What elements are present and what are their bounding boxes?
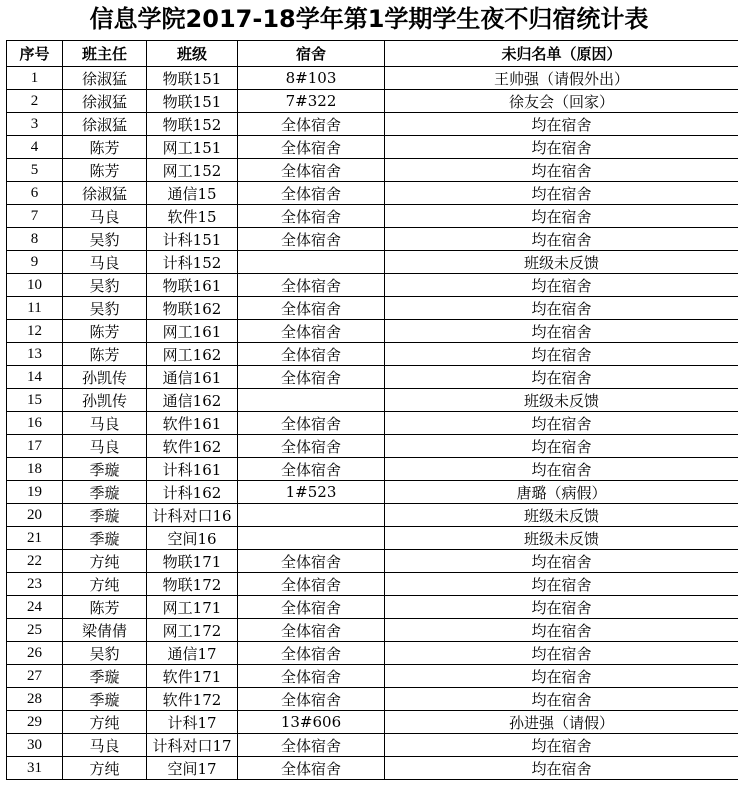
table-row bbox=[7, 757, 738, 780]
cell-teacher: 吴豹 bbox=[63, 228, 147, 251]
table-row bbox=[7, 619, 738, 642]
cell-index: 8 bbox=[7, 228, 63, 251]
cell-absent-list: 均在宿舍 bbox=[385, 734, 738, 757]
cell-class: 物联161 bbox=[147, 274, 238, 297]
cell-teacher: 方纯 bbox=[63, 550, 147, 573]
cell-absent-list: 班级未反馈 bbox=[385, 389, 738, 412]
cell-class: 软件171 bbox=[147, 665, 238, 688]
cell-teacher: 吴豹 bbox=[63, 297, 147, 320]
cell-class: 网工161 bbox=[147, 320, 238, 343]
cell-index: 20 bbox=[7, 504, 63, 527]
cell-teacher: 方纯 bbox=[63, 573, 147, 596]
cell-index: 22 bbox=[7, 550, 63, 573]
cell-dorm: 全体宿舍 bbox=[238, 734, 385, 757]
table-row bbox=[7, 297, 738, 320]
cell-class: 物联151 bbox=[147, 90, 238, 113]
cell-absent-list: 均在宿舍 bbox=[385, 205, 738, 228]
header-absent-list: 未归名单（原因） bbox=[385, 41, 738, 67]
cell-class: 物联152 bbox=[147, 113, 238, 136]
table-row bbox=[7, 596, 738, 619]
cell-index: 11 bbox=[7, 297, 63, 320]
table-row bbox=[7, 435, 738, 458]
cell-index: 13 bbox=[7, 343, 63, 366]
cell-absent-list: 均在宿舍 bbox=[385, 366, 738, 389]
cell-teacher: 马良 bbox=[63, 412, 147, 435]
cell-teacher: 吴豹 bbox=[63, 642, 147, 665]
cell-absent-list: 均在宿舍 bbox=[385, 274, 738, 297]
cell-index: 28 bbox=[7, 688, 63, 711]
cell-dorm: 全体宿舍 bbox=[238, 343, 385, 366]
cell-absent-list: 均在宿舍 bbox=[385, 619, 738, 642]
table-row bbox=[7, 389, 738, 412]
cell-index: 15 bbox=[7, 389, 63, 412]
table-row bbox=[7, 159, 738, 182]
table-row bbox=[7, 711, 738, 734]
cell-absent-list: 均在宿舍 bbox=[385, 665, 738, 688]
cell-teacher: 季璇 bbox=[63, 665, 147, 688]
cell-absent-list: 班级未反馈 bbox=[385, 504, 738, 527]
cell-dorm: 全体宿舍 bbox=[238, 757, 385, 780]
cell-index: 5 bbox=[7, 159, 63, 182]
cell-class: 通信162 bbox=[147, 389, 238, 412]
cell-dorm: 7#322 bbox=[238, 90, 385, 113]
cell-index: 26 bbox=[7, 642, 63, 665]
cell-class: 软件162 bbox=[147, 435, 238, 458]
cell-index: 14 bbox=[7, 366, 63, 389]
cell-dorm: 全体宿舍 bbox=[238, 435, 385, 458]
cell-class: 空间17 bbox=[147, 757, 238, 780]
cell-index: 21 bbox=[7, 527, 63, 550]
cell-dorm: 全体宿舍 bbox=[238, 136, 385, 159]
cell-teacher: 陈芳 bbox=[63, 159, 147, 182]
cell-class: 物联162 bbox=[147, 297, 238, 320]
cell-dorm: 全体宿舍 bbox=[238, 159, 385, 182]
cell-index: 16 bbox=[7, 412, 63, 435]
cell-index: 1 bbox=[7, 67, 63, 90]
cell-class: 计科17 bbox=[147, 711, 238, 734]
cell-index: 29 bbox=[7, 711, 63, 734]
table-row bbox=[7, 251, 738, 274]
header-class: 班级 bbox=[147, 41, 238, 67]
table-row bbox=[7, 228, 738, 251]
cell-class: 网工152 bbox=[147, 159, 238, 182]
cell-absent-list: 均在宿舍 bbox=[385, 113, 738, 136]
cell-dorm: 全体宿舍 bbox=[238, 642, 385, 665]
cell-index: 10 bbox=[7, 274, 63, 297]
cell-teacher: 徐淑猛 bbox=[63, 113, 147, 136]
table-row bbox=[7, 642, 738, 665]
table-row bbox=[7, 320, 738, 343]
cell-dorm: 全体宿舍 bbox=[238, 113, 385, 136]
cell-dorm: 全体宿舍 bbox=[238, 366, 385, 389]
cell-teacher: 马良 bbox=[63, 435, 147, 458]
cell-dorm: 全体宿舍 bbox=[238, 573, 385, 596]
cell-class: 通信15 bbox=[147, 182, 238, 205]
cell-dorm: 全体宿舍 bbox=[238, 205, 385, 228]
cell-class: 物联151 bbox=[147, 67, 238, 90]
cell-teacher: 季璇 bbox=[63, 688, 147, 711]
cell-dorm: 8#103 bbox=[238, 67, 385, 90]
cell-absent-list: 均在宿舍 bbox=[385, 343, 738, 366]
table-row bbox=[7, 113, 738, 136]
cell-index: 19 bbox=[7, 481, 63, 504]
cell-absent-list: 孙进强（请假） bbox=[385, 711, 738, 734]
cell-class: 通信161 bbox=[147, 366, 238, 389]
table-row bbox=[7, 136, 738, 159]
cell-teacher: 马良 bbox=[63, 205, 147, 228]
cell-absent-list: 均在宿舍 bbox=[385, 182, 738, 205]
cell-index: 6 bbox=[7, 182, 63, 205]
cell-absent-list: 均在宿舍 bbox=[385, 435, 738, 458]
cell-absent-list: 均在宿舍 bbox=[385, 550, 738, 573]
cell-dorm: 全体宿舍 bbox=[238, 412, 385, 435]
cell-class: 网工172 bbox=[147, 619, 238, 642]
cell-dorm bbox=[238, 389, 385, 412]
table-row bbox=[7, 343, 738, 366]
cell-teacher: 季璇 bbox=[63, 481, 147, 504]
table-row bbox=[7, 458, 738, 481]
cell-class: 计科对口16 bbox=[147, 504, 238, 527]
table-row bbox=[7, 734, 738, 757]
cell-dorm: 全体宿舍 bbox=[238, 619, 385, 642]
cell-class: 软件15 bbox=[147, 205, 238, 228]
cell-teacher: 季璇 bbox=[63, 527, 147, 550]
cell-class: 网工162 bbox=[147, 343, 238, 366]
cell-dorm bbox=[238, 527, 385, 550]
cell-teacher: 方纯 bbox=[63, 757, 147, 780]
table-row bbox=[7, 182, 738, 205]
table-row bbox=[7, 67, 738, 90]
cell-teacher: 陈芳 bbox=[63, 136, 147, 159]
cell-dorm: 全体宿舍 bbox=[238, 665, 385, 688]
cell-teacher: 徐淑猛 bbox=[63, 67, 147, 90]
cell-absent-list: 均在宿舍 bbox=[385, 596, 738, 619]
stats-table bbox=[6, 40, 738, 780]
cell-index: 27 bbox=[7, 665, 63, 688]
cell-teacher: 吴豹 bbox=[63, 274, 147, 297]
cell-dorm bbox=[238, 504, 385, 527]
cell-index: 17 bbox=[7, 435, 63, 458]
table-row bbox=[7, 481, 738, 504]
cell-teacher: 孙凯传 bbox=[63, 389, 147, 412]
table-body bbox=[7, 67, 738, 780]
cell-index: 18 bbox=[7, 458, 63, 481]
cell-teacher: 方纯 bbox=[63, 711, 147, 734]
cell-absent-list: 均在宿舍 bbox=[385, 320, 738, 343]
cell-teacher: 孙凯传 bbox=[63, 366, 147, 389]
cell-absent-list: 均在宿舍 bbox=[385, 159, 738, 182]
cell-absent-list: 徐友会（回家） bbox=[385, 90, 738, 113]
header-row bbox=[7, 41, 738, 67]
cell-teacher: 马良 bbox=[63, 734, 147, 757]
cell-class: 计科对口17 bbox=[147, 734, 238, 757]
cell-dorm: 全体宿舍 bbox=[238, 458, 385, 481]
cell-index: 31 bbox=[7, 757, 63, 780]
cell-teacher: 陈芳 bbox=[63, 343, 147, 366]
cell-teacher: 徐淑猛 bbox=[63, 90, 147, 113]
cell-absent-list: 唐璐（病假） bbox=[385, 481, 738, 504]
cell-class: 空间16 bbox=[147, 527, 238, 550]
cell-class: 计科162 bbox=[147, 481, 238, 504]
cell-teacher: 马良 bbox=[63, 251, 147, 274]
table-row bbox=[7, 274, 738, 297]
table-row bbox=[7, 573, 738, 596]
cell-teacher: 梁倩倩 bbox=[63, 619, 147, 642]
table-row bbox=[7, 412, 738, 435]
cell-class: 计科152 bbox=[147, 251, 238, 274]
cell-dorm: 全体宿舍 bbox=[238, 596, 385, 619]
table-row bbox=[7, 366, 738, 389]
table-row bbox=[7, 688, 738, 711]
cell-dorm: 全体宿舍 bbox=[238, 550, 385, 573]
cell-absent-list: 均在宿舍 bbox=[385, 642, 738, 665]
cell-dorm: 全体宿舍 bbox=[238, 320, 385, 343]
cell-absent-list: 均在宿舍 bbox=[385, 757, 738, 780]
cell-teacher: 徐淑猛 bbox=[63, 182, 147, 205]
cell-class: 软件172 bbox=[147, 688, 238, 711]
cell-absent-list: 均在宿舍 bbox=[385, 228, 738, 251]
cell-class: 软件161 bbox=[147, 412, 238, 435]
page-title: 信息学院2017-18学年第1学期学生夜不归宿统计表 bbox=[89, 5, 649, 33]
cell-absent-list: 均在宿舍 bbox=[385, 458, 738, 481]
cell-dorm bbox=[238, 251, 385, 274]
cell-dorm: 全体宿舍 bbox=[238, 297, 385, 320]
cell-dorm: 全体宿舍 bbox=[238, 274, 385, 297]
header-teacher: 班主任 bbox=[63, 41, 147, 67]
cell-absent-list: 均在宿舍 bbox=[385, 573, 738, 596]
cell-absent-list: 班级未反馈 bbox=[385, 251, 738, 274]
cell-class: 计科151 bbox=[147, 228, 238, 251]
header-dorm: 宿舍 bbox=[238, 41, 385, 67]
cell-dorm: 1#523 bbox=[238, 481, 385, 504]
cell-class: 通信17 bbox=[147, 642, 238, 665]
cell-index: 30 bbox=[7, 734, 63, 757]
cell-absent-list: 王帅强（请假外出） bbox=[385, 67, 738, 90]
cell-dorm: 13#606 bbox=[238, 711, 385, 734]
table-row bbox=[7, 527, 738, 550]
table-row bbox=[7, 90, 738, 113]
cell-dorm: 全体宿舍 bbox=[238, 228, 385, 251]
cell-class: 物联172 bbox=[147, 573, 238, 596]
cell-teacher: 季璇 bbox=[63, 458, 147, 481]
cell-teacher: 陈芳 bbox=[63, 320, 147, 343]
cell-absent-list: 均在宿舍 bbox=[385, 412, 738, 435]
cell-index: 9 bbox=[7, 251, 63, 274]
table-row bbox=[7, 205, 738, 228]
cell-index: 7 bbox=[7, 205, 63, 228]
cell-absent-list: 均在宿舍 bbox=[385, 136, 738, 159]
cell-index: 25 bbox=[7, 619, 63, 642]
cell-absent-list: 均在宿舍 bbox=[385, 297, 738, 320]
cell-class: 计科161 bbox=[147, 458, 238, 481]
cell-teacher: 季璇 bbox=[63, 504, 147, 527]
table-row bbox=[7, 665, 738, 688]
table-row bbox=[7, 504, 738, 527]
cell-index: 23 bbox=[7, 573, 63, 596]
header-index: 序号 bbox=[7, 41, 63, 67]
cell-index: 24 bbox=[7, 596, 63, 619]
cell-class: 网工151 bbox=[147, 136, 238, 159]
cell-index: 12 bbox=[7, 320, 63, 343]
table-row bbox=[7, 550, 738, 573]
cell-dorm: 全体宿舍 bbox=[238, 688, 385, 711]
cell-index: 4 bbox=[7, 136, 63, 159]
cell-absent-list: 均在宿舍 bbox=[385, 688, 738, 711]
cell-index: 2 bbox=[7, 90, 63, 113]
cell-teacher: 陈芳 bbox=[63, 596, 147, 619]
cell-class: 网工171 bbox=[147, 596, 238, 619]
cell-absent-list: 班级未反馈 bbox=[385, 527, 738, 550]
cell-index: 3 bbox=[7, 113, 63, 136]
cell-dorm: 全体宿舍 bbox=[238, 182, 385, 205]
cell-class: 物联171 bbox=[147, 550, 238, 573]
